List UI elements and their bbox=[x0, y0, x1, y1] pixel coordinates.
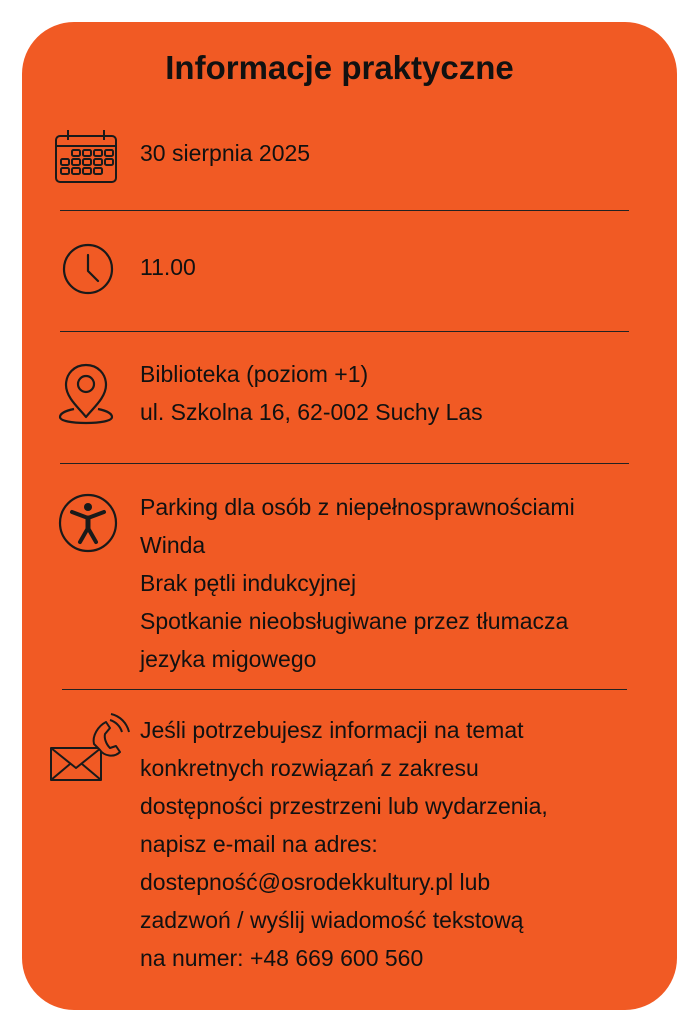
accessibility-line: Parking dla osób z niepełnosprawnościami bbox=[140, 494, 575, 520]
contact-text bbox=[140, 711, 657, 977]
contact-line: dostępności przestrzeni lub wydarzenia, bbox=[140, 793, 548, 819]
accessibility-icon bbox=[52, 488, 120, 556]
contact-email[interactable]: dostepność@osrodekkultury.pl lub bbox=[140, 869, 491, 895]
location-line-1: Biblioteka (poziom +1) bbox=[140, 361, 369, 387]
divider bbox=[60, 210, 629, 211]
time-text bbox=[140, 248, 657, 286]
contact-line: konkretnych rozwiązań z zakresu bbox=[140, 755, 479, 781]
contact-phone[interactable]: na numer: +48 669 600 560 bbox=[140, 945, 424, 971]
info-card bbox=[22, 22, 677, 1010]
contact-line: napisz e-mail na adres: bbox=[140, 831, 378, 857]
contact-line: zadzwoń / wyślij wiadomość tekstową bbox=[140, 907, 524, 933]
time-value: 11.00 bbox=[140, 254, 196, 280]
divider bbox=[60, 331, 629, 332]
clock-icon bbox=[52, 235, 120, 303]
accessibility-text bbox=[140, 488, 657, 678]
divider bbox=[60, 463, 629, 464]
location-pin-icon bbox=[52, 357, 120, 425]
accessibility-line: Winda bbox=[140, 532, 206, 558]
calendar-icon bbox=[52, 122, 120, 190]
mail-phone-icon bbox=[48, 712, 132, 784]
accessibility-line: Spotkanie nieobsługiwane przez tłumacza bbox=[140, 608, 569, 634]
divider bbox=[62, 689, 627, 690]
accessibility-line: Brak pętli indukcyjnej bbox=[140, 570, 357, 596]
date-value: 30 sierpnia 2025 bbox=[140, 140, 311, 166]
contact-line: Jeśli potrzebujesz informacji na temat bbox=[140, 717, 524, 743]
page-title: Informacje praktyczne bbox=[165, 49, 514, 86]
location-text bbox=[140, 355, 657, 431]
date-text bbox=[140, 134, 657, 172]
location-line-2: ul. Szkolna 16, 62-002 Suchy Las bbox=[140, 399, 483, 425]
accessibility-line: jezyka migowego bbox=[140, 646, 317, 672]
